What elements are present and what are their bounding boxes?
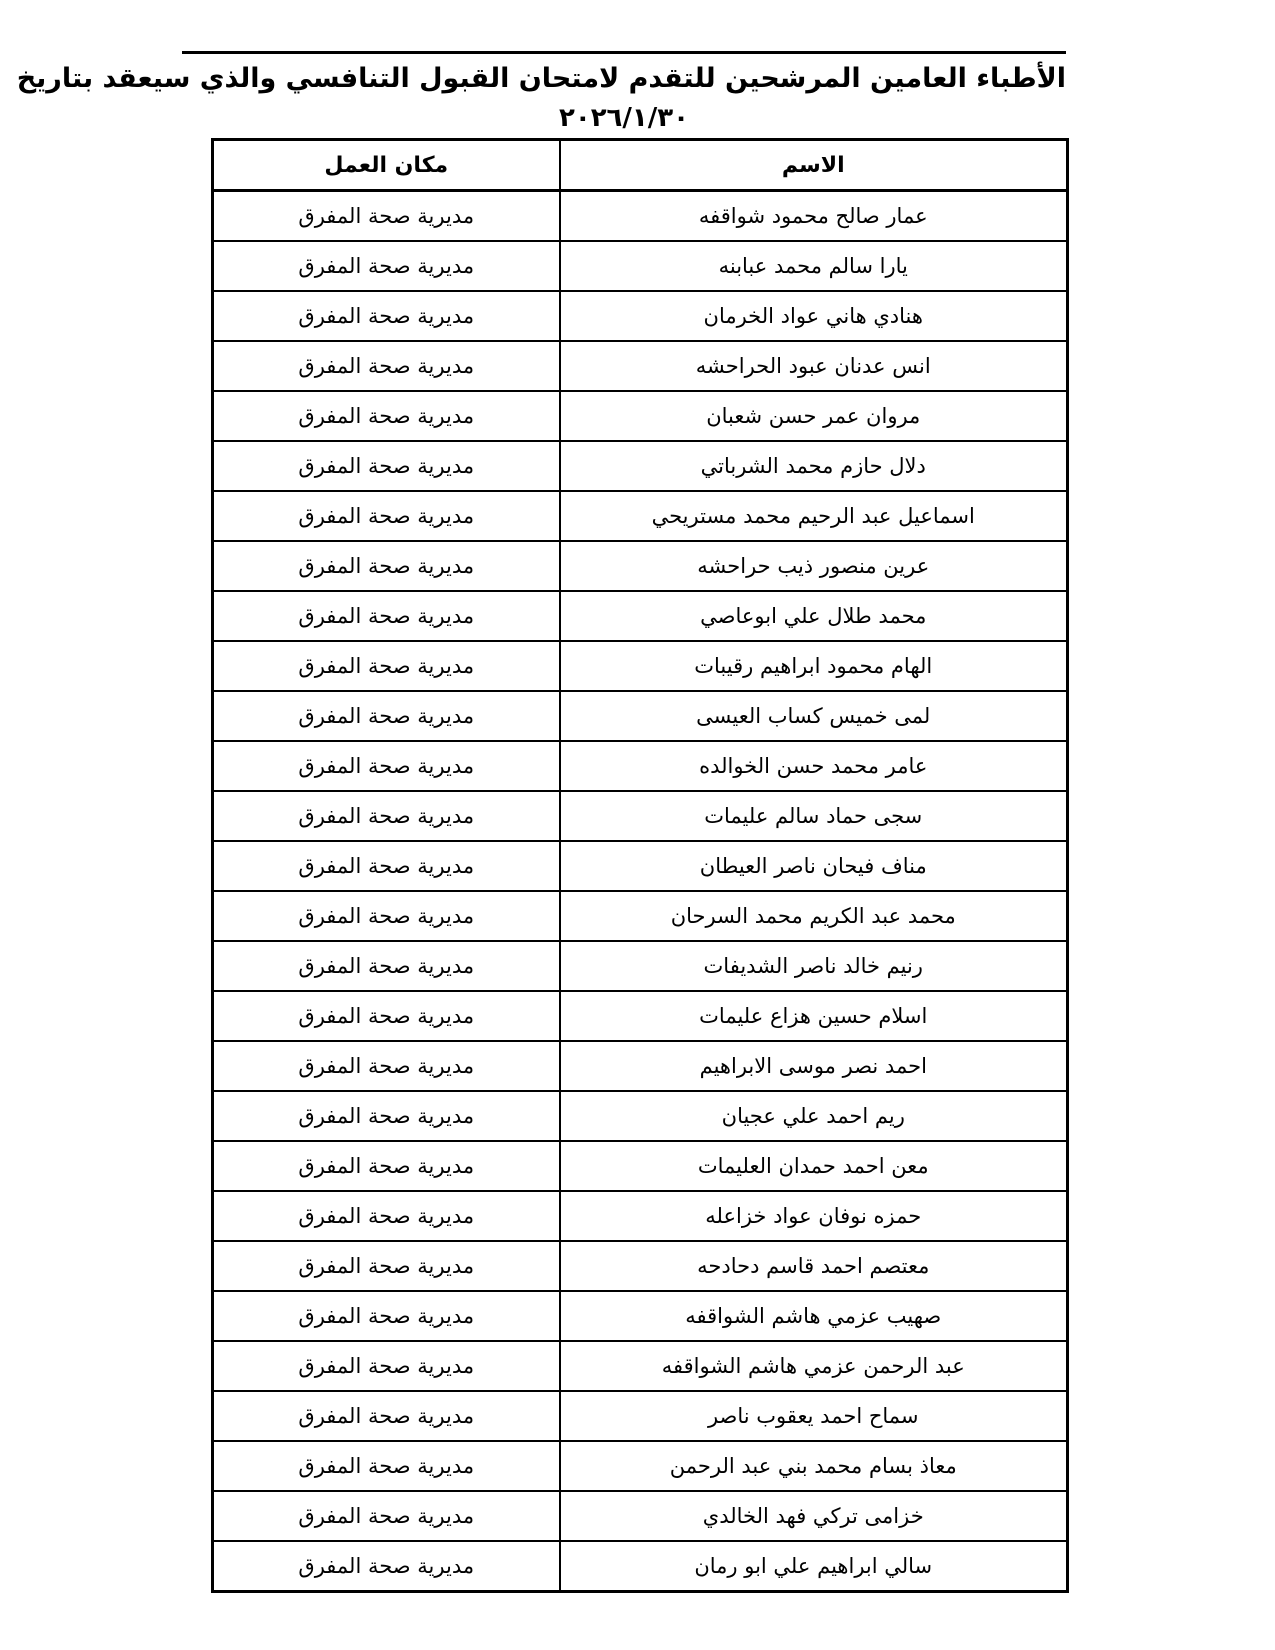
workplace-cell: مديرية صحة المفرق bbox=[213, 1241, 560, 1291]
exam-date: ٢٠٢٦/١/٣٠ bbox=[558, 103, 690, 133]
table-row bbox=[213, 641, 1068, 691]
workplace-cell: مديرية صحة المفرق bbox=[213, 1191, 560, 1241]
workplace-cell: مديرية صحة المفرق bbox=[213, 741, 560, 791]
table-row bbox=[213, 691, 1068, 741]
table-row bbox=[213, 191, 1068, 242]
workplace-cell: مديرية صحة المفرق bbox=[213, 1041, 560, 1091]
workplace-cell: مديرية صحة المفرق bbox=[213, 191, 560, 242]
table-row bbox=[213, 941, 1068, 991]
table-row bbox=[213, 241, 1068, 291]
table-row bbox=[213, 1191, 1068, 1241]
workplace-cell: مديرية صحة المفرق bbox=[213, 1291, 560, 1341]
column-header-name: الاسم bbox=[560, 140, 1068, 191]
workplace-cell: مديرية صحة المفرق bbox=[213, 1341, 560, 1391]
table-header bbox=[213, 140, 1068, 191]
workplace-cell: مديرية صحة المفرق bbox=[213, 641, 560, 691]
workplace-cell: مديرية صحة المفرق bbox=[213, 841, 560, 891]
name-cell: الهام محمود ابراهيم رقيبات bbox=[560, 641, 1068, 691]
table-row bbox=[213, 341, 1068, 391]
name-cell: معاذ بسام محمد بني عبد الرحمن bbox=[560, 1441, 1068, 1491]
workplace-cell: مديرية صحة المفرق bbox=[213, 1541, 560, 1592]
name-cell: ريم احمد علي عجيان bbox=[560, 1091, 1068, 1141]
name-cell: عرين منصور ذيب حراحشه bbox=[560, 541, 1068, 591]
name-cell: مروان عمر حسن شعبان bbox=[560, 391, 1068, 441]
name-cell: مناف فيحان ناصر العيطان bbox=[560, 841, 1068, 891]
workplace-cell: مديرية صحة المفرق bbox=[213, 341, 560, 391]
workplace-cell: مديرية صحة المفرق bbox=[213, 1141, 560, 1191]
column-header-workplace: مكان العمل bbox=[213, 140, 560, 191]
workplace-cell: مديرية صحة المفرق bbox=[213, 791, 560, 841]
table-row bbox=[213, 541, 1068, 591]
table-row bbox=[213, 1491, 1068, 1541]
title-top-rule bbox=[182, 51, 1066, 54]
workplace-cell: مديرية صحة المفرق bbox=[213, 391, 560, 441]
workplace-cell: مديرية صحة المفرق bbox=[213, 291, 560, 341]
table-row bbox=[213, 841, 1068, 891]
name-cell: سماح احمد يعقوب ناصر bbox=[560, 1391, 1068, 1441]
table-row bbox=[213, 741, 1068, 791]
workplace-cell: مديرية صحة المفرق bbox=[213, 941, 560, 991]
name-cell: عمار صالح محمود شواقفه bbox=[560, 191, 1068, 242]
name-cell: احمد نصر موسى الابراهيم bbox=[560, 1041, 1068, 1091]
name-cell: سالي ابراهيم علي ابو رمان bbox=[560, 1541, 1068, 1592]
name-cell: رنيم خالد ناصر الشديفات bbox=[560, 941, 1068, 991]
table-row bbox=[213, 441, 1068, 491]
table-row bbox=[213, 391, 1068, 441]
table-body bbox=[213, 191, 1068, 1592]
table-row bbox=[213, 291, 1068, 341]
table-row bbox=[213, 1091, 1068, 1141]
workplace-cell: مديرية صحة المفرق bbox=[213, 691, 560, 741]
name-cell: اسماعيل عبد الرحيم محمد مستريحي bbox=[560, 491, 1068, 541]
table-row bbox=[213, 1441, 1068, 1491]
workplace-cell: مديرية صحة المفرق bbox=[213, 441, 560, 491]
workplace-cell: مديرية صحة المفرق bbox=[213, 991, 560, 1041]
header-row bbox=[213, 140, 1068, 191]
candidates-table bbox=[211, 138, 1069, 1593]
workplace-cell: مديرية صحة المفرق bbox=[213, 1091, 560, 1141]
name-cell: معن احمد حمدان العليمات bbox=[560, 1141, 1068, 1191]
name-cell: دلال حازم محمد الشرباتي bbox=[560, 441, 1068, 491]
name-cell: يارا سالم محمد عبابنه bbox=[560, 241, 1068, 291]
table-row bbox=[213, 1141, 1068, 1191]
name-cell: اسلام حسين هزاع عليمات bbox=[560, 991, 1068, 1041]
table-row bbox=[213, 491, 1068, 541]
name-cell: عبد الرحمن عزمي هاشم الشواقفه bbox=[560, 1341, 1068, 1391]
name-cell: معتصم احمد قاسم دحادحه bbox=[560, 1241, 1068, 1291]
name-cell: لمى خميس كساب العيسى bbox=[560, 691, 1068, 741]
table-row bbox=[213, 1041, 1068, 1091]
title-block bbox=[16, 58, 1066, 136]
name-cell: عامر محمد حسن الخوالده bbox=[560, 741, 1068, 791]
name-cell: محمد طلال علي ابوعاصي bbox=[560, 591, 1068, 641]
workplace-cell: مديرية صحة المفرق bbox=[213, 891, 560, 941]
table-row bbox=[213, 591, 1068, 641]
table-row bbox=[213, 1541, 1068, 1592]
table-row bbox=[213, 1241, 1068, 1291]
table-row bbox=[213, 791, 1068, 841]
name-cell: انس عدنان عبود الحراحشه bbox=[560, 341, 1068, 391]
document-title: الأطباء العامين المرشحين للتقدم لامتحان القبول التنافسي والذي سيعقد بتاريخ bbox=[16, 63, 1066, 94]
workplace-cell: مديرية صحة المفرق bbox=[213, 591, 560, 641]
table-row bbox=[213, 1291, 1068, 1341]
workplace-cell: مديرية صحة المفرق bbox=[213, 541, 560, 591]
workplace-cell: مديرية صحة المفرق bbox=[213, 1441, 560, 1491]
name-cell: سجى حماد سالم عليمات bbox=[560, 791, 1068, 841]
table-row bbox=[213, 991, 1068, 1041]
name-cell: هنادي هاني عواد الخرمان bbox=[560, 291, 1068, 341]
name-cell: خزامى تركي فهد الخالدي bbox=[560, 1491, 1068, 1541]
table-row bbox=[213, 891, 1068, 941]
workplace-cell: مديرية صحة المفرق bbox=[213, 1491, 560, 1541]
workplace-cell: مديرية صحة المفرق bbox=[213, 1391, 560, 1441]
name-cell: حمزه نوفان عواد خزاعله bbox=[560, 1191, 1068, 1241]
workplace-cell: مديرية صحة المفرق bbox=[213, 241, 560, 291]
name-cell: محمد عبد الكريم محمد السرحان bbox=[560, 891, 1068, 941]
name-cell: صهيب عزمي هاشم الشواقفه bbox=[560, 1291, 1068, 1341]
table-row bbox=[213, 1341, 1068, 1391]
workplace-cell: مديرية صحة المفرق bbox=[213, 491, 560, 541]
table-row bbox=[213, 1391, 1068, 1441]
